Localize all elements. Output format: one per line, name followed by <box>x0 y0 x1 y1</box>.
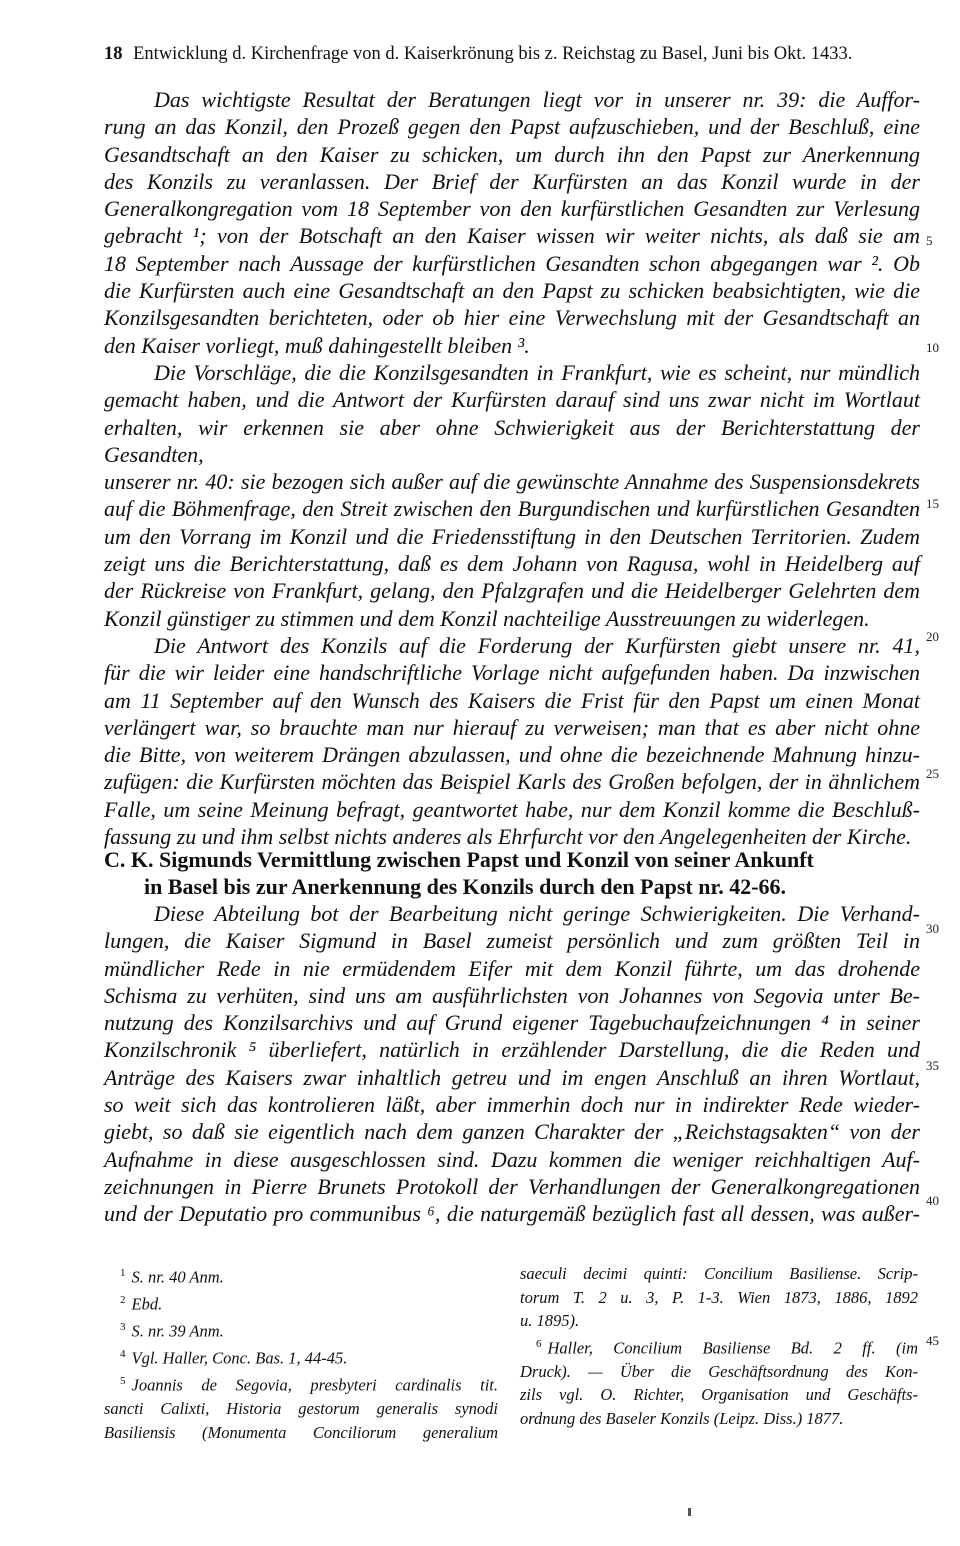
text-line: Die Vorschläge, die die Konzilsgesandten in Frankfurt, wie es scheint, nur mündlich <box>154 359 920 385</box>
text-line: unserer nr. 40: sie bezogen sich außer auf die gewünschte Annahme des Suspensionsdekrets <box>104 469 920 495</box>
text-line: verlängert war, so brauchte man nur hierauf zu verweisen; man that es aber nicht ohne <box>104 714 920 740</box>
running-title: Entwicklung d. Kirchenfrage von d. Kaiserkrönung bis z. Reichstag zu Basel, Juni bis Okt. 1433. <box>133 44 853 64</box>
section-heading <box>104 846 924 900</box>
text-line: des Konzils zu veranlassen. Der Brief der Kurfürsten an das Konzil wurde in der <box>104 168 920 194</box>
footnote-text: Joannis de Segovia, presbyteri cardinalis tit. <box>131 1375 498 1395</box>
footnote-number: 1 <box>120 1267 126 1279</box>
line-number: 20 <box>926 629 939 644</box>
line-number: 35 <box>926 1058 939 1073</box>
footnote <box>104 1370 498 1444</box>
line-number: 45 <box>926 1333 939 1348</box>
text-line: fassung zu und ihm selbst nichts anderes als Ehrfurcht vor den Angelegenheiten der Kirche. <box>104 824 912 850</box>
footnote-line: torum T. 2 u. 3, P. 1-3. Wien 1873, 1886, 1892 <box>520 1287 918 1307</box>
line-number: 15 <box>926 496 939 511</box>
print-mark <box>688 1508 691 1516</box>
footnote-text: S. nr. 40 Anm. <box>131 1267 224 1287</box>
text-line: zeichnungen in Pierre Brunets Protokoll der Verhandlungen der Generalkongregationen <box>104 1173 920 1199</box>
footnote-number: 5 <box>120 1375 126 1388</box>
paragraph <box>104 632 920 850</box>
text-line: lungen, die Kaiser Sigmund in Basel zumeist persönlich und zum größten Teil in <box>104 928 920 954</box>
footnote-line: u. 1895). <box>520 1311 580 1331</box>
footnote-line: Druck). — Über die Geschäftsordnung des Kon- <box>520 1361 918 1381</box>
text-line: mündlicher Rede in nie ermüdendem Eifer mit dem Konzil führte, um das drohende <box>104 955 920 981</box>
footnote-number: 3 <box>120 1321 126 1334</box>
footnote <box>104 1262 498 1289</box>
text-line: Schisma zu verhüten, sind uns am ausführlichsten von Johannes von Segovia unter Be- <box>104 982 920 1008</box>
text-line: Generalkongregation vom 18 September von den kurfürstlichen Gesandten zur Verlesung <box>104 196 920 222</box>
text-line: gemacht haben, und die Antwort der Kurfürsten darauf sind uns zwar nicht im Wortlaut <box>104 387 920 413</box>
text-line: auf die Böhmenfrage, den Streit zwischen den Burgundischen und kurfürstlichen Gesandten <box>104 496 920 522</box>
text-line: rung an das Konzil, den Prozeß gegen den Papst aufzuschieben, und der Beschluß, eine <box>104 114 920 140</box>
text-line: Gesandtschaft an den Kaiser zu schicken, um durch ihn den Papst zur Anerkennung <box>104 141 920 167</box>
text-line: giebt, so daß sie eigentlich nach dem ganzen Charakter der „Reichstagsakten“ von der <box>104 1119 920 1145</box>
footnote-line: Basiliensis (Monumenta Conciliorum generalium <box>104 1423 498 1443</box>
text-line: Die Antwort des Konzils auf die Forderung der Kurfürsten giebt unsere nr. 41, <box>154 632 920 658</box>
footnote-text: S. nr. 39 Anm. <box>131 1321 224 1341</box>
body-text-lower <box>104 900 920 1228</box>
text-line: am 11 September auf den Wunsch des Kaisers die Frist für den Papst um einen Monat <box>104 687 920 713</box>
footnote-continuation <box>520 1262 918 1333</box>
footnote <box>104 1289 498 1316</box>
footnote-number: 2 <box>120 1294 126 1307</box>
footnote-line <box>104 1370 498 1397</box>
footnote <box>104 1316 498 1343</box>
text-line: und der Deputatio pro communibus ⁶, die naturgemäß bezüglich fast all dessen, was außer- <box>104 1201 920 1227</box>
text-line: Aufnahme in diese ausgeschlossen sind. Dazu kommen die weniger reichhaltigen Auf- <box>104 1146 920 1172</box>
line-number: 40 <box>926 1193 939 1208</box>
text-line: nutzung des Konzilsarchivs und auf Grund eigener Tagebuchaufzeichnungen ⁴ in seiner <box>104 1010 920 1036</box>
footnotes-right-column <box>520 1262 918 1431</box>
footnote <box>520 1333 918 1431</box>
text-line: die Bitte, von weiterem Drängen abzulassen, und ohne die bezeichnende Mahnung hinzu- <box>104 742 920 768</box>
text-line: Falle, um seine Meinung befragt, geantwortet habe, nur dem Konzil komme die Beschluß- <box>104 796 920 822</box>
text-line: zeigt uns die Berichterstattung, daß es dem Johann von Ragusa, wohl in Heidelberg auf <box>104 551 920 577</box>
section-heading-line: C. K. Sigmunds Vermittlung zwischen Papst und Konzil von seiner Ankunft <box>104 847 814 872</box>
text-line: Konzilschronik ⁵ überliefert, natürlich in erzählender Darstellung, die die Reden und <box>104 1037 920 1063</box>
line-number: 10 <box>926 340 939 355</box>
footnote-text: Vgl. Haller, Conc. Bas. 1, 44-45. <box>131 1348 348 1368</box>
footnote-line: ordnung des Baseler Konzils (Leipz. Diss.) 1877. <box>520 1409 844 1429</box>
footnote-line: sancti Calixti, Historia gestorum generalis synodi <box>104 1399 498 1419</box>
footnotes-left-column <box>104 1262 498 1445</box>
body-text-upper <box>104 86 920 850</box>
text-line: zufügen: die Kurfürsten möchten das Beispiel Karls des Großen befolgen, der in ähnlichem <box>104 769 920 795</box>
line-number: 25 <box>926 766 939 781</box>
text-line: Konzil günstiger zu stimmen und dem Konzil nachteilige Ausstreuungen zu widerlegen. <box>104 605 870 631</box>
footnote-number: 4 <box>120 1348 126 1361</box>
text-line: Das wichtigste Resultat der Beratungen liegt vor in unserer nr. 39: die Auffor- <box>154 87 920 112</box>
footnote-line <box>520 1333 918 1360</box>
text-line: für die wir leider eine handschriftliche Vorlage nicht aufgefunden haben. Da inzwischen <box>104 660 920 686</box>
text-line: die Kurfürsten auch eine Gesandtschaft an den Papst zu schicken beabsichtigten, wie die <box>104 278 920 304</box>
text-line: der Rückreise von Frankfurt, gelang, den Pfalzgrafen und die Heidelberger Gelehrten dem <box>104 578 920 604</box>
footnote-text: Haller, Concilium Basiliense Bd. 2 ff. (im <box>547 1338 918 1358</box>
text-line: den Kaiser vorliegt, muß dahingestellt bleiben ³. <box>104 332 530 358</box>
text-line: Diese Abteilung bot der Bearbeitung nicht geringe Schwierigkeiten. Die Verhand- <box>154 901 920 926</box>
line-number: 5 <box>926 233 933 248</box>
text-line: so weit sich das kontrolieren läßt, aber immerhin doch nur in indirekter Rede wieder- <box>104 1092 920 1118</box>
footnote-line: saeculi decimi quinti: Concilium Basiliense. Scrip- <box>520 1264 918 1283</box>
line-number: 30 <box>926 921 939 936</box>
page-number: 18 <box>104 44 123 64</box>
paragraph <box>104 900 920 1228</box>
footnote-number: 6 <box>536 1337 542 1350</box>
paragraph <box>104 86 920 359</box>
paragraph <box>104 359 920 632</box>
text-line: um den Vorrang im Konzil und die Friedensstiftung in den Deutschen Territorien. Zudem <box>104 523 920 549</box>
footnote-line: zils vgl. O. Richter, Organisation und Geschäfts- <box>520 1385 918 1405</box>
text-line: Anträge des Kaisers zwar inhaltlich getreu und im engen Anschluß an ihren Wortlaut, <box>104 1064 920 1090</box>
text-line: 18 September nach Aussage der kurfürstlichen Gesandten schon abgegangen war ². Ob <box>104 250 920 276</box>
section-heading-line: in Basel bis zur Anerkennung des Konzils durch den Papst nr. 42-66. <box>144 874 787 899</box>
text-line: Konzilsgesandten berichteten, oder ob hier eine Verwechslung mit der Gesandtschaft an <box>104 305 920 331</box>
text-line: gebracht ¹; von der Botschaft an den Kaiser wissen wir weiter nichts, als daß sie am <box>104 223 920 249</box>
footnote-text: Ebd. <box>131 1294 163 1314</box>
footnote <box>104 1343 498 1370</box>
text-line: erhalten, wir erkennen sie aber ohne Schwierigkeit aus der Berichterstattung der Gesandten, <box>104 414 920 467</box>
running-header <box>104 44 904 74</box>
